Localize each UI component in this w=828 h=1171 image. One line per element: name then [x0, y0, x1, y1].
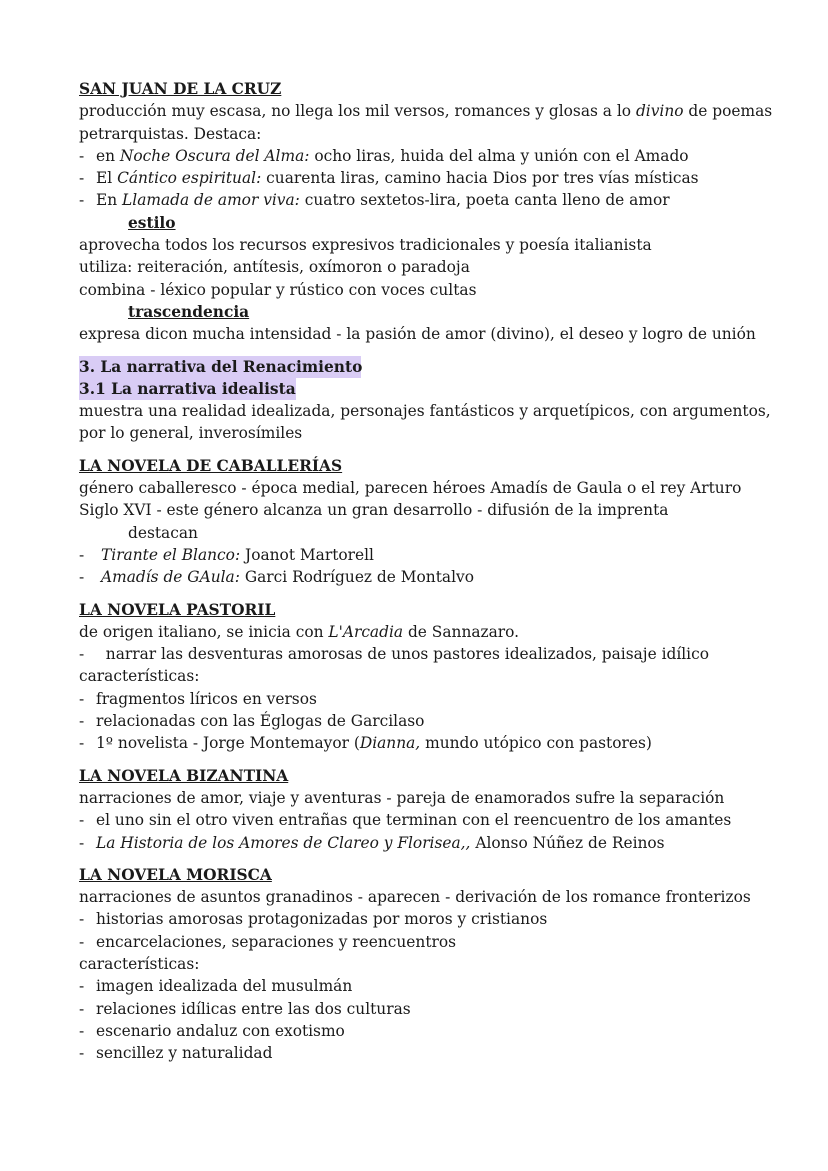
italic-term: divino: [635, 102, 684, 121]
list-item: - relacionadas con las Églogas de Garcilaso: [79, 710, 799, 732]
highlighted-heading: 3.1 La narrativa idealista: [79, 378, 296, 400]
text-run: Joanot Martorell: [240, 545, 374, 564]
list-item: - encarcelaciones, separaciones y reencuentros: [79, 931, 799, 953]
subheading-trascendencia: trascendencia: [128, 302, 250, 321]
list-item: [79, 189, 799, 211]
italic-title: La Historia de los Amores de Clareo y Florisea,,: [96, 833, 471, 852]
text-run: En: [96, 191, 123, 210]
paragraph-line: combina - léxico popular y rústico con voces cultas: [79, 280, 477, 299]
text-run: en: [96, 146, 120, 165]
list-item: [79, 544, 799, 566]
list-item: - escenario andaluz con exotismo: [79, 1020, 799, 1042]
section-heading-san-juan: SAN JUAN DE LA CRUZ: [79, 80, 282, 98]
list-item: [79, 167, 799, 189]
subheading-estilo: estilo: [128, 213, 176, 232]
paragraph-line: narraciones de asuntos granadinos - aparecen - derivación de los romance fronterizos: [79, 888, 751, 907]
italic-title: Tirante el Blanco:: [101, 545, 241, 564]
paragraph-line: por lo general, inverosímiles: [79, 424, 303, 443]
paragraph-line: [79, 100, 799, 122]
document-page: [79, 78, 799, 1064]
section-heading-pastoril: LA NOVELA PASTORIL: [79, 600, 276, 619]
text-run: Garci Rodríguez de Montalvo: [239, 568, 474, 587]
paragraph-line: utiliza: reiteración, antítesis, oxímoron o paradoja: [79, 258, 470, 277]
italic-title: Cántico espiritual:: [117, 169, 262, 188]
list-item: - fragmentos líricos en versos: [79, 688, 799, 710]
italic-title: Amadís de GAula:: [101, 568, 240, 587]
list-item: - imagen idealizada del musulmán: [79, 975, 799, 997]
text-run: 1º novelista - Jorge Montemayor (: [96, 734, 360, 753]
text-run: El: [96, 169, 118, 188]
list-item: - el uno sin el otro viven entrañas que terminan con el reencuentro de los amantes: [79, 809, 799, 831]
text-run: cuarenta liras, camino hacia Dios por tres vías místicas: [261, 169, 699, 188]
subsection-title-idealista: [79, 378, 799, 400]
list-item: [79, 566, 799, 588]
paragraph-line: [79, 621, 799, 643]
list-item: [79, 145, 799, 167]
list-item: [79, 832, 799, 854]
text-run: de Sannazaro.: [403, 622, 520, 641]
section-heading-caballerias: LA NOVELA DE CABALLERÍAS: [79, 456, 343, 475]
list-item: - sencillez y naturalidad: [79, 1042, 799, 1064]
text-run: cuatro sextetos-lira, poeta canta lleno de amor: [299, 191, 670, 210]
list-item: - historias amorosas protagonizadas por moros y cristianos: [79, 908, 799, 930]
text-run: producción muy escasa, no llega los mil versos, romances y glosas a lo: [79, 102, 636, 121]
section-heading-morisca: LA NOVELA MORISCA: [79, 865, 272, 884]
paragraph-line: expresa dicon mucha intensidad - la pasión de amor (divino), el deseo y logro de unión: [79, 325, 756, 344]
text-run: ocho liras, huida del alma y unión con el Amado: [309, 146, 689, 165]
paragraph-line: características:: [79, 667, 200, 686]
text-run: de poemas: [683, 102, 773, 121]
list-item: - narrar las desventuras amorosas de unos pastores idealizados, paisaje idílico: [79, 643, 799, 665]
section-heading-bizantina: LA NOVELA BIZANTINA: [79, 766, 289, 785]
section-title-narrativa: [79, 356, 799, 378]
paragraph-line: narraciones de amor, viaje y aventuras - pareja de enamorados sufre la separación: [79, 788, 725, 807]
italic-title: L'Arcadia: [328, 622, 404, 641]
list-item: - relaciones idílicas entre las dos culturas: [79, 998, 799, 1020]
paragraph-line: Siglo XVI - este género alcanza un gran desarrollo - difusión de la imprenta: [79, 501, 669, 520]
highlighted-heading: 3. La narrativa del Renacimiento: [79, 356, 361, 378]
italic-title: Noche Oscura del Alma:: [119, 146, 310, 165]
italic-title: Dianna,: [359, 734, 421, 753]
list-item: [79, 732, 799, 754]
italic-title: Llamada de amor viva:: [122, 191, 300, 210]
paragraph-line: destacan: [128, 523, 198, 542]
text-run: Alonso Núñez de Reinos: [470, 833, 665, 852]
text-run: mundo utópico con pastores): [420, 734, 652, 753]
paragraph-line: petrarquistas. Destaca:: [79, 124, 262, 143]
paragraph-line: género caballeresco - época medial, parecen héroes Amadís de Gaula o el rey Arturo: [79, 479, 742, 498]
paragraph-line: muestra una realidad idealizada, personajes fantásticos y arquetípicos, con argumentos,: [79, 402, 771, 421]
paragraph-line: características:: [79, 954, 200, 973]
paragraph-line: aprovecha todos los recursos expresivos tradicionales y poesía italianista: [79, 236, 652, 255]
text-run: de origen italiano, se inicia con: [79, 622, 329, 641]
